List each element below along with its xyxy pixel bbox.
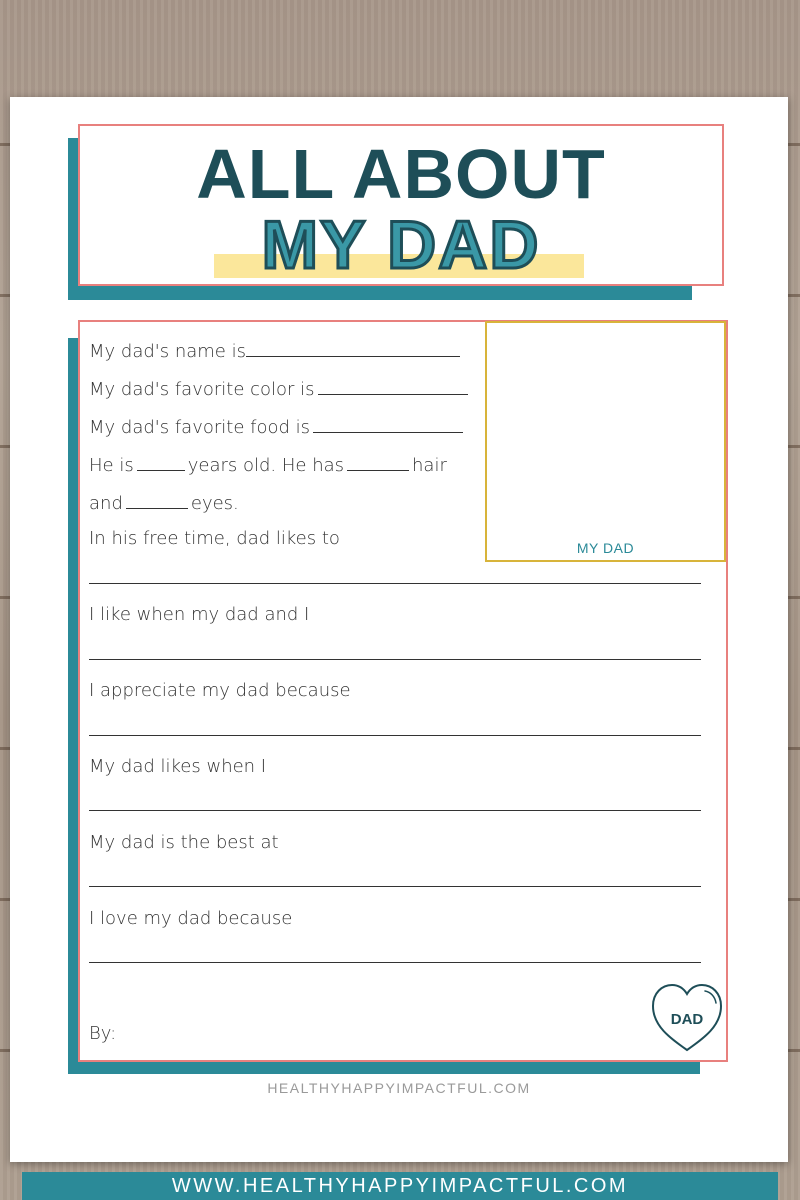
prompt-appreciate: I appreciate my dad because xyxy=(89,680,351,701)
heart-badge-text: DAD xyxy=(670,1011,704,1028)
answer-line-like-when[interactable] xyxy=(89,659,701,660)
prompt-name xyxy=(89,338,463,362)
color-blank[interactable] xyxy=(318,376,468,395)
photo-frame xyxy=(485,321,726,562)
hair-blank[interactable] xyxy=(347,452,409,471)
prompt-age-pre: He is xyxy=(89,455,134,476)
prompt-eyes-pre: and xyxy=(89,493,123,514)
prompt-color-text: My dad's favorite color is xyxy=(89,379,315,400)
photo-label: MY DAD xyxy=(576,540,635,556)
age-blank[interactable] xyxy=(137,452,185,471)
prompt-age-hair xyxy=(89,452,447,476)
prompt-free-time: In his free time, dad likes to xyxy=(89,528,340,549)
prompt-name-text: My dad's name is xyxy=(89,341,246,362)
by-label: By: xyxy=(89,1023,117,1044)
prompt-likes-when: My dad likes when I xyxy=(89,756,267,777)
prompt-love: I love my dad because xyxy=(89,908,293,929)
prompt-age-post: years old. He has xyxy=(187,455,345,476)
prompt-food-text: My dad's favorite food is xyxy=(89,417,311,438)
name-blank[interactable] xyxy=(246,338,460,357)
prompt-best-at: My dad is the best at xyxy=(89,832,279,853)
prompt-eyes-post: eyes. xyxy=(190,493,239,514)
prompt-like-when: I like when my dad and I xyxy=(89,604,310,625)
prompt-color xyxy=(89,376,471,400)
site-watermark: HEALTHYHAPPYIMPACTFUL.COM xyxy=(267,1080,531,1096)
prompt-hair: hair xyxy=(412,455,447,476)
answer-line-love[interactable] xyxy=(89,962,701,963)
eyes-blank[interactable] xyxy=(126,490,188,509)
footer-url[interactable]: WWW.HEALTHYHAPPYIMPACTFUL.COM xyxy=(171,1175,629,1197)
prompt-food xyxy=(89,414,466,438)
title-line-1: ALL ABOUT xyxy=(196,135,606,213)
prompt-eyes xyxy=(89,490,239,514)
food-blank[interactable] xyxy=(313,414,463,433)
heart-icon xyxy=(650,982,724,1054)
answer-line-best-at[interactable] xyxy=(89,886,701,887)
answer-line-appreciate[interactable] xyxy=(89,735,701,736)
title-line-2: MY DAD xyxy=(261,207,541,283)
answer-line-likes-when[interactable] xyxy=(89,810,701,811)
answer-line-free-time[interactable] xyxy=(89,583,701,584)
